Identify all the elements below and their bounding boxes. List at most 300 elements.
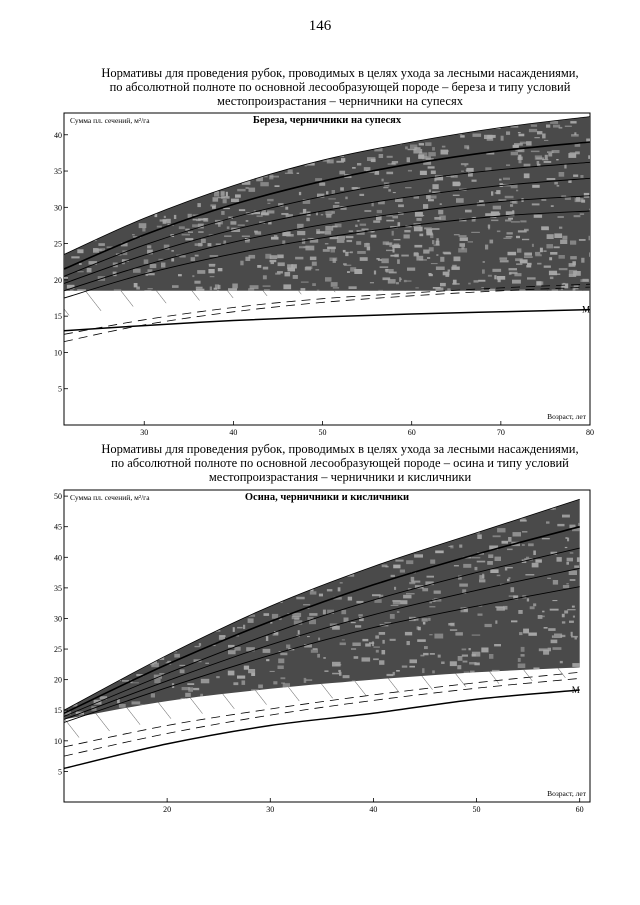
band-speck <box>573 616 575 618</box>
band-speck <box>471 557 480 558</box>
band-speck <box>87 268 92 272</box>
band-speck <box>478 614 483 616</box>
band-speck <box>299 192 301 195</box>
band-speck <box>570 241 576 245</box>
band-speck <box>518 610 522 614</box>
band-speck <box>428 199 434 201</box>
band-speck <box>325 231 332 235</box>
band-speck <box>454 257 461 262</box>
band-speck <box>335 202 340 204</box>
band-speck <box>226 192 228 197</box>
band-speck <box>196 287 203 289</box>
band-speck <box>521 647 525 652</box>
band-speck <box>562 614 565 618</box>
band-speck <box>459 235 467 237</box>
band-speck <box>134 283 138 287</box>
band-speck <box>589 236 593 241</box>
band-speck <box>281 677 286 679</box>
band-speck <box>499 257 507 260</box>
band-speck <box>310 591 317 594</box>
band-speck <box>237 676 245 679</box>
band-speck <box>500 260 509 262</box>
band-speck <box>552 635 554 638</box>
band-speck <box>201 239 206 243</box>
band-speck <box>493 535 501 537</box>
band-speck <box>199 643 201 646</box>
band-speck <box>192 275 194 277</box>
band-speck <box>472 217 476 222</box>
band-speck <box>250 285 259 289</box>
band-speck <box>407 268 415 271</box>
band-speck <box>324 671 328 672</box>
band-speck <box>428 618 431 621</box>
band-speck <box>148 288 153 289</box>
band-speck <box>404 234 410 238</box>
band-speck <box>400 570 405 573</box>
band-speck <box>275 273 280 275</box>
band-speck <box>233 682 238 685</box>
band-speck <box>193 688 199 690</box>
band-speck <box>257 216 263 217</box>
band-speck <box>536 157 544 159</box>
band-speck <box>553 647 562 650</box>
band-speck <box>429 601 432 603</box>
band-speck <box>187 683 194 685</box>
band-speck <box>198 218 207 220</box>
band-speck <box>338 587 341 591</box>
band-speck <box>119 704 126 708</box>
band-speck <box>557 185 560 186</box>
band-speck <box>64 277 68 279</box>
band-speck <box>375 635 379 638</box>
band-speck <box>201 679 210 684</box>
band-speck <box>144 259 149 264</box>
band-speck <box>298 630 300 634</box>
band-speck <box>462 649 467 651</box>
band-speck <box>550 609 559 611</box>
band-speck <box>415 287 418 288</box>
band-speck <box>540 248 543 253</box>
band-speck <box>472 180 477 182</box>
band-speck <box>460 237 468 241</box>
band-speck <box>509 272 512 274</box>
band-speck <box>365 643 371 646</box>
band-speck <box>574 565 579 568</box>
band-speck <box>526 557 529 559</box>
band-speck <box>272 614 278 619</box>
band-speck <box>568 180 571 183</box>
band-speck <box>503 178 510 180</box>
y-tick-label: 25 <box>54 645 62 655</box>
band-speck <box>494 644 501 646</box>
band-speck <box>524 164 531 167</box>
band-speck <box>407 157 410 162</box>
band-speck <box>535 254 542 256</box>
band-speck <box>562 283 569 288</box>
band-speck <box>193 219 197 221</box>
band-speck <box>393 565 400 569</box>
band-speck <box>479 579 485 582</box>
band-speck <box>525 574 534 576</box>
band-speck <box>258 685 263 689</box>
band-speck <box>434 591 441 594</box>
band-speck <box>383 187 388 188</box>
band-speck <box>424 646 428 649</box>
band-speck <box>429 247 434 251</box>
band-speck <box>570 552 574 553</box>
band-speck <box>564 164 566 168</box>
band-speck <box>382 179 384 182</box>
band-speck <box>535 559 542 562</box>
band-speck <box>485 213 492 216</box>
band-speck <box>432 147 435 151</box>
band-speck <box>532 244 534 247</box>
band-speck <box>553 125 560 128</box>
band-speck <box>447 288 450 291</box>
band-speck <box>150 264 157 268</box>
band-speck <box>518 157 523 161</box>
band-speck <box>246 220 249 222</box>
band-speck <box>403 595 411 599</box>
band-speck <box>459 243 465 247</box>
band-speck <box>132 701 141 704</box>
band-speck <box>433 287 441 289</box>
band-speck <box>305 246 314 251</box>
band-speck <box>573 175 578 177</box>
band-speck <box>560 240 567 244</box>
band-speck <box>510 204 513 207</box>
band-speck <box>296 597 304 600</box>
band-speck <box>559 227 562 229</box>
band-speck <box>456 198 464 203</box>
band-speck <box>526 141 532 145</box>
band-speck <box>221 211 224 215</box>
band-speck <box>574 132 576 135</box>
band-speck <box>416 218 421 221</box>
band-speck <box>310 257 317 261</box>
x-tick-label: 60 <box>575 805 584 814</box>
band-speck <box>454 234 460 235</box>
band-speck <box>405 187 411 188</box>
band-speck <box>432 670 435 673</box>
band-speck <box>566 583 568 584</box>
band-speck <box>554 182 558 185</box>
band-speck <box>326 214 331 218</box>
band-speck <box>422 618 428 621</box>
band-speck <box>506 131 510 135</box>
band-speck <box>209 264 216 266</box>
band-speck <box>283 683 290 687</box>
band-speck <box>260 182 269 186</box>
band-speck <box>527 277 536 279</box>
band-speck <box>432 240 434 244</box>
band-speck <box>208 269 214 273</box>
band-speck <box>462 655 468 657</box>
band-speck <box>549 257 552 260</box>
band-speck <box>579 239 586 241</box>
band-speck <box>388 164 397 165</box>
band-speck <box>569 270 577 274</box>
band-speck <box>407 641 410 645</box>
band-speck <box>332 662 341 667</box>
caption-line: местопроизрастания – черничники и кисличники <box>208 470 472 484</box>
band-speck <box>154 679 160 683</box>
band-speck <box>232 284 238 289</box>
band-speck <box>572 261 576 265</box>
band-speck <box>542 134 546 139</box>
band-speck <box>422 588 428 591</box>
band-speck <box>442 146 446 148</box>
band-speck <box>386 250 393 251</box>
band-speck <box>516 236 520 238</box>
band-speck <box>235 194 241 197</box>
band-speck <box>174 654 180 658</box>
band-speck <box>333 287 339 288</box>
y-tick-label: 20 <box>54 275 62 285</box>
band-speck <box>171 250 174 252</box>
band-speck <box>565 126 572 127</box>
band-speck <box>527 598 529 601</box>
band-speck <box>357 163 361 166</box>
band-speck <box>313 648 318 650</box>
band-speck <box>440 203 442 204</box>
band-speck <box>327 589 333 591</box>
band-speck <box>218 197 225 199</box>
band-speck <box>319 594 323 597</box>
band-speck <box>239 209 245 211</box>
band-speck <box>550 252 557 255</box>
band-speck <box>432 228 440 230</box>
band-speck <box>237 189 245 191</box>
band-speck <box>461 163 469 165</box>
band-speck <box>491 220 498 222</box>
band-speck <box>194 281 200 284</box>
band-speck <box>521 654 525 657</box>
band-speck <box>383 277 391 280</box>
band-speck <box>553 580 558 585</box>
band-speck <box>221 191 225 196</box>
band-speck <box>248 669 255 673</box>
band-speck <box>422 156 431 159</box>
band-speck <box>438 210 443 215</box>
band-speck <box>357 251 366 254</box>
band-speck <box>281 683 285 684</box>
band-speck <box>531 151 540 153</box>
band-speck <box>245 257 250 261</box>
band-speck <box>507 567 513 568</box>
band-speck <box>351 648 356 649</box>
band-speck <box>576 197 580 201</box>
band-speck <box>391 575 395 577</box>
band-speck <box>377 210 382 213</box>
band-speck <box>532 203 540 205</box>
band-speck <box>420 171 427 175</box>
band-speck <box>515 258 519 261</box>
band-speck <box>233 627 235 632</box>
band-speck <box>533 668 539 670</box>
band-speck <box>530 606 535 609</box>
band-speck <box>185 693 191 697</box>
band-speck <box>520 142 527 144</box>
band-speck <box>327 247 336 250</box>
band-speck <box>589 209 598 212</box>
band-speck <box>419 215 424 216</box>
band-speck <box>517 248 521 252</box>
band-speck <box>408 149 417 151</box>
band-speck <box>358 614 362 616</box>
band-speck <box>329 258 337 262</box>
band-speck <box>511 587 515 592</box>
band-speck <box>348 597 352 601</box>
chart-title: Береза, черничники на супесях <box>252 115 402 126</box>
chart-aspen <box>54 490 596 814</box>
band-speck <box>450 629 457 631</box>
band-speck <box>522 531 527 532</box>
band-speck <box>414 245 422 248</box>
band-speck <box>270 260 277 262</box>
band-speck <box>397 611 400 613</box>
band-speck <box>508 577 510 579</box>
band-speck <box>453 280 457 285</box>
band-speck <box>482 269 485 273</box>
band-speck <box>450 661 457 666</box>
band-speck <box>262 210 266 215</box>
band-speck <box>552 600 557 601</box>
band-speck <box>373 220 380 222</box>
band-speck <box>455 632 463 635</box>
band-speck <box>524 173 530 178</box>
band-speck <box>359 194 364 196</box>
band-speck <box>401 255 409 257</box>
band-speck <box>98 243 105 246</box>
band-speck <box>464 145 469 149</box>
band-speck <box>544 627 548 629</box>
band-speck <box>341 158 345 162</box>
caption-line: местопроизрастания – черничники на супесях <box>217 94 463 108</box>
band-speck <box>419 234 423 237</box>
band-speck <box>351 622 356 623</box>
band-speck <box>570 152 576 153</box>
band-speck <box>513 145 519 148</box>
band-speck <box>400 279 402 280</box>
y-tick-label: 25 <box>54 239 62 249</box>
band-speck <box>139 223 147 228</box>
band-speck <box>429 606 435 607</box>
band-speck <box>280 653 287 656</box>
band-speck <box>519 134 525 137</box>
band-speck <box>494 275 496 279</box>
band-speck <box>559 255 565 259</box>
band-speck <box>315 178 322 181</box>
y-tick-label: 40 <box>54 130 62 140</box>
band-speck <box>569 570 577 575</box>
x-tick-label: 50 <box>318 428 327 437</box>
caption-line: по абсолютной полноте по основной лесообразующей породе – осина и типу условий <box>111 456 569 470</box>
band-speck <box>249 188 256 192</box>
band-speck <box>308 238 314 239</box>
band-speck <box>357 220 359 222</box>
band-speck <box>198 231 203 233</box>
band-speck <box>312 283 316 286</box>
m-line-label: М <box>582 304 591 315</box>
band-speck <box>343 263 347 265</box>
band-speck <box>263 267 268 270</box>
band-speck <box>425 142 431 146</box>
band-speck <box>401 600 408 604</box>
band-speck <box>212 206 216 209</box>
band-speck <box>544 140 548 141</box>
band-speck <box>388 189 391 191</box>
band-speck <box>346 236 354 238</box>
band-speck <box>499 179 502 181</box>
band-speck <box>404 230 410 232</box>
band-speck <box>245 241 250 242</box>
y-tick-label: 10 <box>54 736 62 746</box>
band-speck <box>379 660 384 665</box>
band-speck <box>159 673 164 674</box>
band-speck <box>342 639 345 640</box>
band-speck <box>534 137 539 138</box>
band-speck <box>390 255 398 257</box>
band-speck <box>255 231 261 234</box>
band-speck <box>157 226 162 228</box>
band-speck <box>270 255 278 259</box>
band-speck <box>431 171 436 175</box>
y-tick-label: 35 <box>54 167 62 177</box>
band-speck <box>257 265 261 268</box>
chart-birch <box>54 113 598 437</box>
band-speck <box>362 639 368 641</box>
band-speck <box>323 249 330 252</box>
band-speck <box>518 664 526 669</box>
band-speck <box>461 171 464 172</box>
band-speck <box>188 687 193 692</box>
band-speck <box>537 263 541 265</box>
band-speck <box>231 199 239 202</box>
band-speck <box>321 214 323 215</box>
band-speck <box>458 656 463 661</box>
band-speck <box>216 243 221 245</box>
band-speck <box>488 554 493 558</box>
band-speck <box>423 622 426 625</box>
band-speck <box>330 237 339 240</box>
band-speck <box>398 204 404 207</box>
band-speck <box>570 579 576 581</box>
x-tick-label: 40 <box>229 428 238 437</box>
band-speck <box>286 645 290 649</box>
band-speck <box>509 268 518 270</box>
band-speck <box>416 256 423 261</box>
band-speck <box>452 265 457 267</box>
band-speck <box>208 243 212 246</box>
band-speck <box>528 633 537 636</box>
band-speck <box>414 554 423 557</box>
band-speck <box>180 669 185 673</box>
band-speck <box>523 629 529 634</box>
band-speck <box>448 623 454 626</box>
band-speck <box>502 541 509 544</box>
band-speck <box>77 271 84 272</box>
band-speck <box>472 635 481 636</box>
x-tick-label: 80 <box>586 428 594 437</box>
band-speck <box>428 166 435 168</box>
band-speck <box>210 287 212 291</box>
x-tick-label: 50 <box>472 805 481 814</box>
y-tick-label: 50 <box>54 492 62 502</box>
band-speck <box>375 171 380 175</box>
band-speck <box>547 234 554 239</box>
band-speck <box>246 187 249 189</box>
